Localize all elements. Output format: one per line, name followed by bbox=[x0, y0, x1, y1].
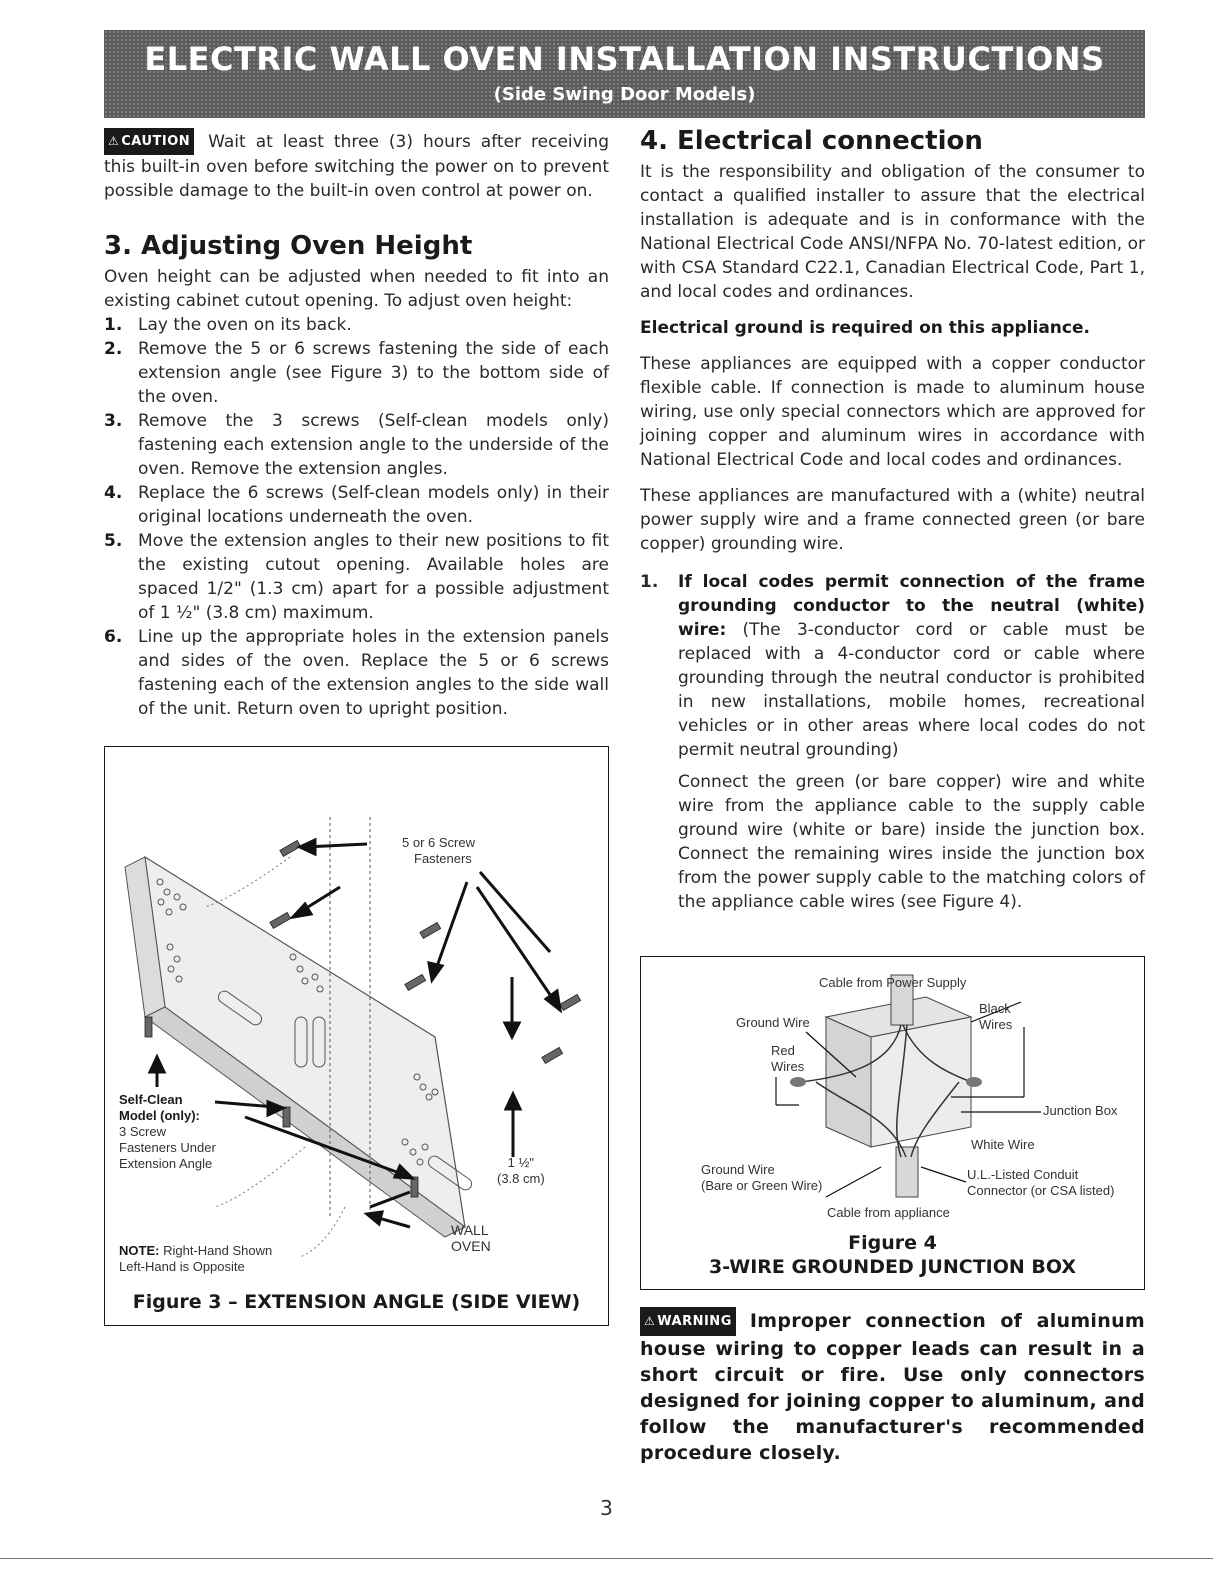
list-item: 6. Line up the appropriate holes in the extension panels and sides of the oven. Replace the 5 or 6 screws fastening each of the extension angles to the side wall of the unit. Return oven to upright position. bbox=[104, 627, 609, 719]
ground-required: Electrical ground is required on this appliance. bbox=[640, 318, 1090, 338]
fig4-red-wires: Red Wires bbox=[771, 1043, 805, 1074]
fig3-wall-oven-label: WALL OVEN bbox=[451, 1222, 491, 1254]
extension-angle-diagram bbox=[105, 747, 607, 1267]
fig3-note: NOTE: Right-Hand Shown Left-Hand is Opposite bbox=[119, 1243, 273, 1274]
header-banner bbox=[104, 30, 1145, 118]
fig4-black-wires: Black Wires bbox=[979, 1001, 1013, 1032]
figure4-caption2: 3-WIRE GROUNDED JUNCTION BOX bbox=[709, 1256, 1076, 1278]
fig4-cable-supply: Cable from Power Supply bbox=[819, 975, 967, 990]
left-column bbox=[104, 128, 609, 721]
page-number: 3 bbox=[600, 1496, 613, 1520]
figure3-caption: Figure 3 – EXTENSION ANGLE (SIDE VIEW) bbox=[132, 1291, 581, 1313]
fig3-screw-label: 5 or 6 Screw Fasteners bbox=[402, 835, 475, 866]
warning-block bbox=[640, 1307, 1145, 1466]
list-item: 1. Lay the oven on its back. bbox=[104, 315, 352, 335]
list-item: 5. Move the extension angles to their new positions to fit the existing cutout opening. Available holes are spaced 1/2" (1.3 cm) apart for a possible adjustment of 1 ½" (3.8 cm) maximum. bbox=[104, 531, 609, 623]
right-column bbox=[640, 126, 1145, 914]
fig3-selfclean-label: Self-Clean Model (only): 3 Screw Fasteners Under Extension Angle bbox=[119, 1092, 216, 1171]
caution-badge: ⚠ CAUTION bbox=[104, 128, 194, 155]
section3-heading: 3. Adjusting Oven Height bbox=[104, 231, 473, 261]
fig3-dimension-label: 1 ½" (3.8 cm) bbox=[497, 1155, 545, 1186]
warning-paragraph bbox=[640, 1307, 1145, 1466]
list-item: 2. Remove the 5 or 6 screws fastening the side of each extension angle (see Figure 3) to the bottom side of the oven. bbox=[104, 339, 609, 407]
section4-para2: These appliances are equipped with a copper conductor flexible cable. If connection is made to aluminum house wiring, use only special connectors which are approved for joining copper and aluminum wires in accordance with National Electrical Code and local codes and ordinances. bbox=[640, 354, 1145, 470]
section3-intro: Oven height can be adjusted when needed to fit into an existing cabinet cutout opening. To adjust oven height: bbox=[104, 267, 609, 311]
list-item: 4. Replace the 6 screws (Self-clean models only) in their original locations underneath the oven. bbox=[104, 483, 609, 527]
fig4-ground-wire-2: Ground Wire (Bare or Green Wire) bbox=[701, 1162, 823, 1193]
caution-text: Wait at least three (3) hours after receiving this built-in oven before switching the power on to prevent possible damage to the built-in oven control at power on. bbox=[104, 132, 609, 201]
figure3-box bbox=[104, 746, 609, 1326]
warning-badge: ⚠ WARNING bbox=[640, 1307, 736, 1336]
caution-paragraph bbox=[104, 128, 609, 203]
bottom-divider bbox=[0, 1558, 1213, 1559]
section4-para3: These appliances are manufactured with a (white) neutral power supply wire and a frame connected green (or bare copper) grounding wire. bbox=[640, 486, 1145, 554]
section4-heading: 4. Electrical connection bbox=[640, 126, 983, 156]
fig4-junction-box: Junction Box bbox=[1043, 1103, 1118, 1118]
warning-triangle-icon: ⚠ bbox=[108, 134, 120, 148]
fig4-ground-wire: Ground Wire bbox=[736, 1015, 810, 1030]
section4-item1-para2: Connect the green (or bare copper) wire and white wire from the appliance cable to the supply cable ground wire (white or bare) inside the junction box. Connect the remaining wires inside the junction box from the power supply cable to the matching colors of the appliance cable wires (see Figure 4). bbox=[678, 772, 1145, 912]
figure4-box bbox=[640, 956, 1145, 1290]
warning-triangle-icon: ⚠ bbox=[644, 1314, 656, 1328]
list-item: 3. Remove the 3 screws (Self-clean models only) fastening each extension angle to the underside of the oven. Remove the extension angles. bbox=[104, 411, 609, 479]
fig4-cable-appliance: Cable from appliance bbox=[827, 1205, 950, 1220]
fig4-ul-conduit: U.L.-Listed Conduit Connector (or CSA listed) bbox=[967, 1167, 1115, 1198]
section3-steps bbox=[104, 313, 609, 721]
page-title: ELECTRIC WALL OVEN INSTALLATION INSTRUCTIONS bbox=[144, 40, 1105, 78]
fig4-white-wire: White Wire bbox=[971, 1137, 1035, 1152]
figure4-caption1: Figure 4 bbox=[848, 1232, 937, 1254]
section4-item1: 1. If local codes permit connection of the frame grounding conductor to the neutral (white) wire: (The 3-conductor cord or cable must be replaced with a 4-conductor cord or cable where grounding through the neutral conductor is prohibited in new installations, mobile homes, recreational vehicles or in other areas where local codes do not permit neutral grounding) bbox=[640, 572, 1146, 760]
warning-text: Improper connection of aluminum house wiring to copper leads can result in a short circuit or fire. Use only connectors designed for joining copper to aluminum, and follow the manufacturer's recommended procedure closely. bbox=[640, 1310, 1145, 1464]
section4-para1: It is the responsibility and obligation of the consumer to contact a qualified installer to assure that the electrical installation is adequate and is in conformance with the National Electrical Code ANSI/NFPA No. 70-latest edition, or with CSA Standard C22.1, Canadian Electrical Code, Part 1, and local codes and ordinances. bbox=[640, 162, 1145, 302]
page-subtitle: (Side Swing Door Models) bbox=[493, 84, 756, 105]
